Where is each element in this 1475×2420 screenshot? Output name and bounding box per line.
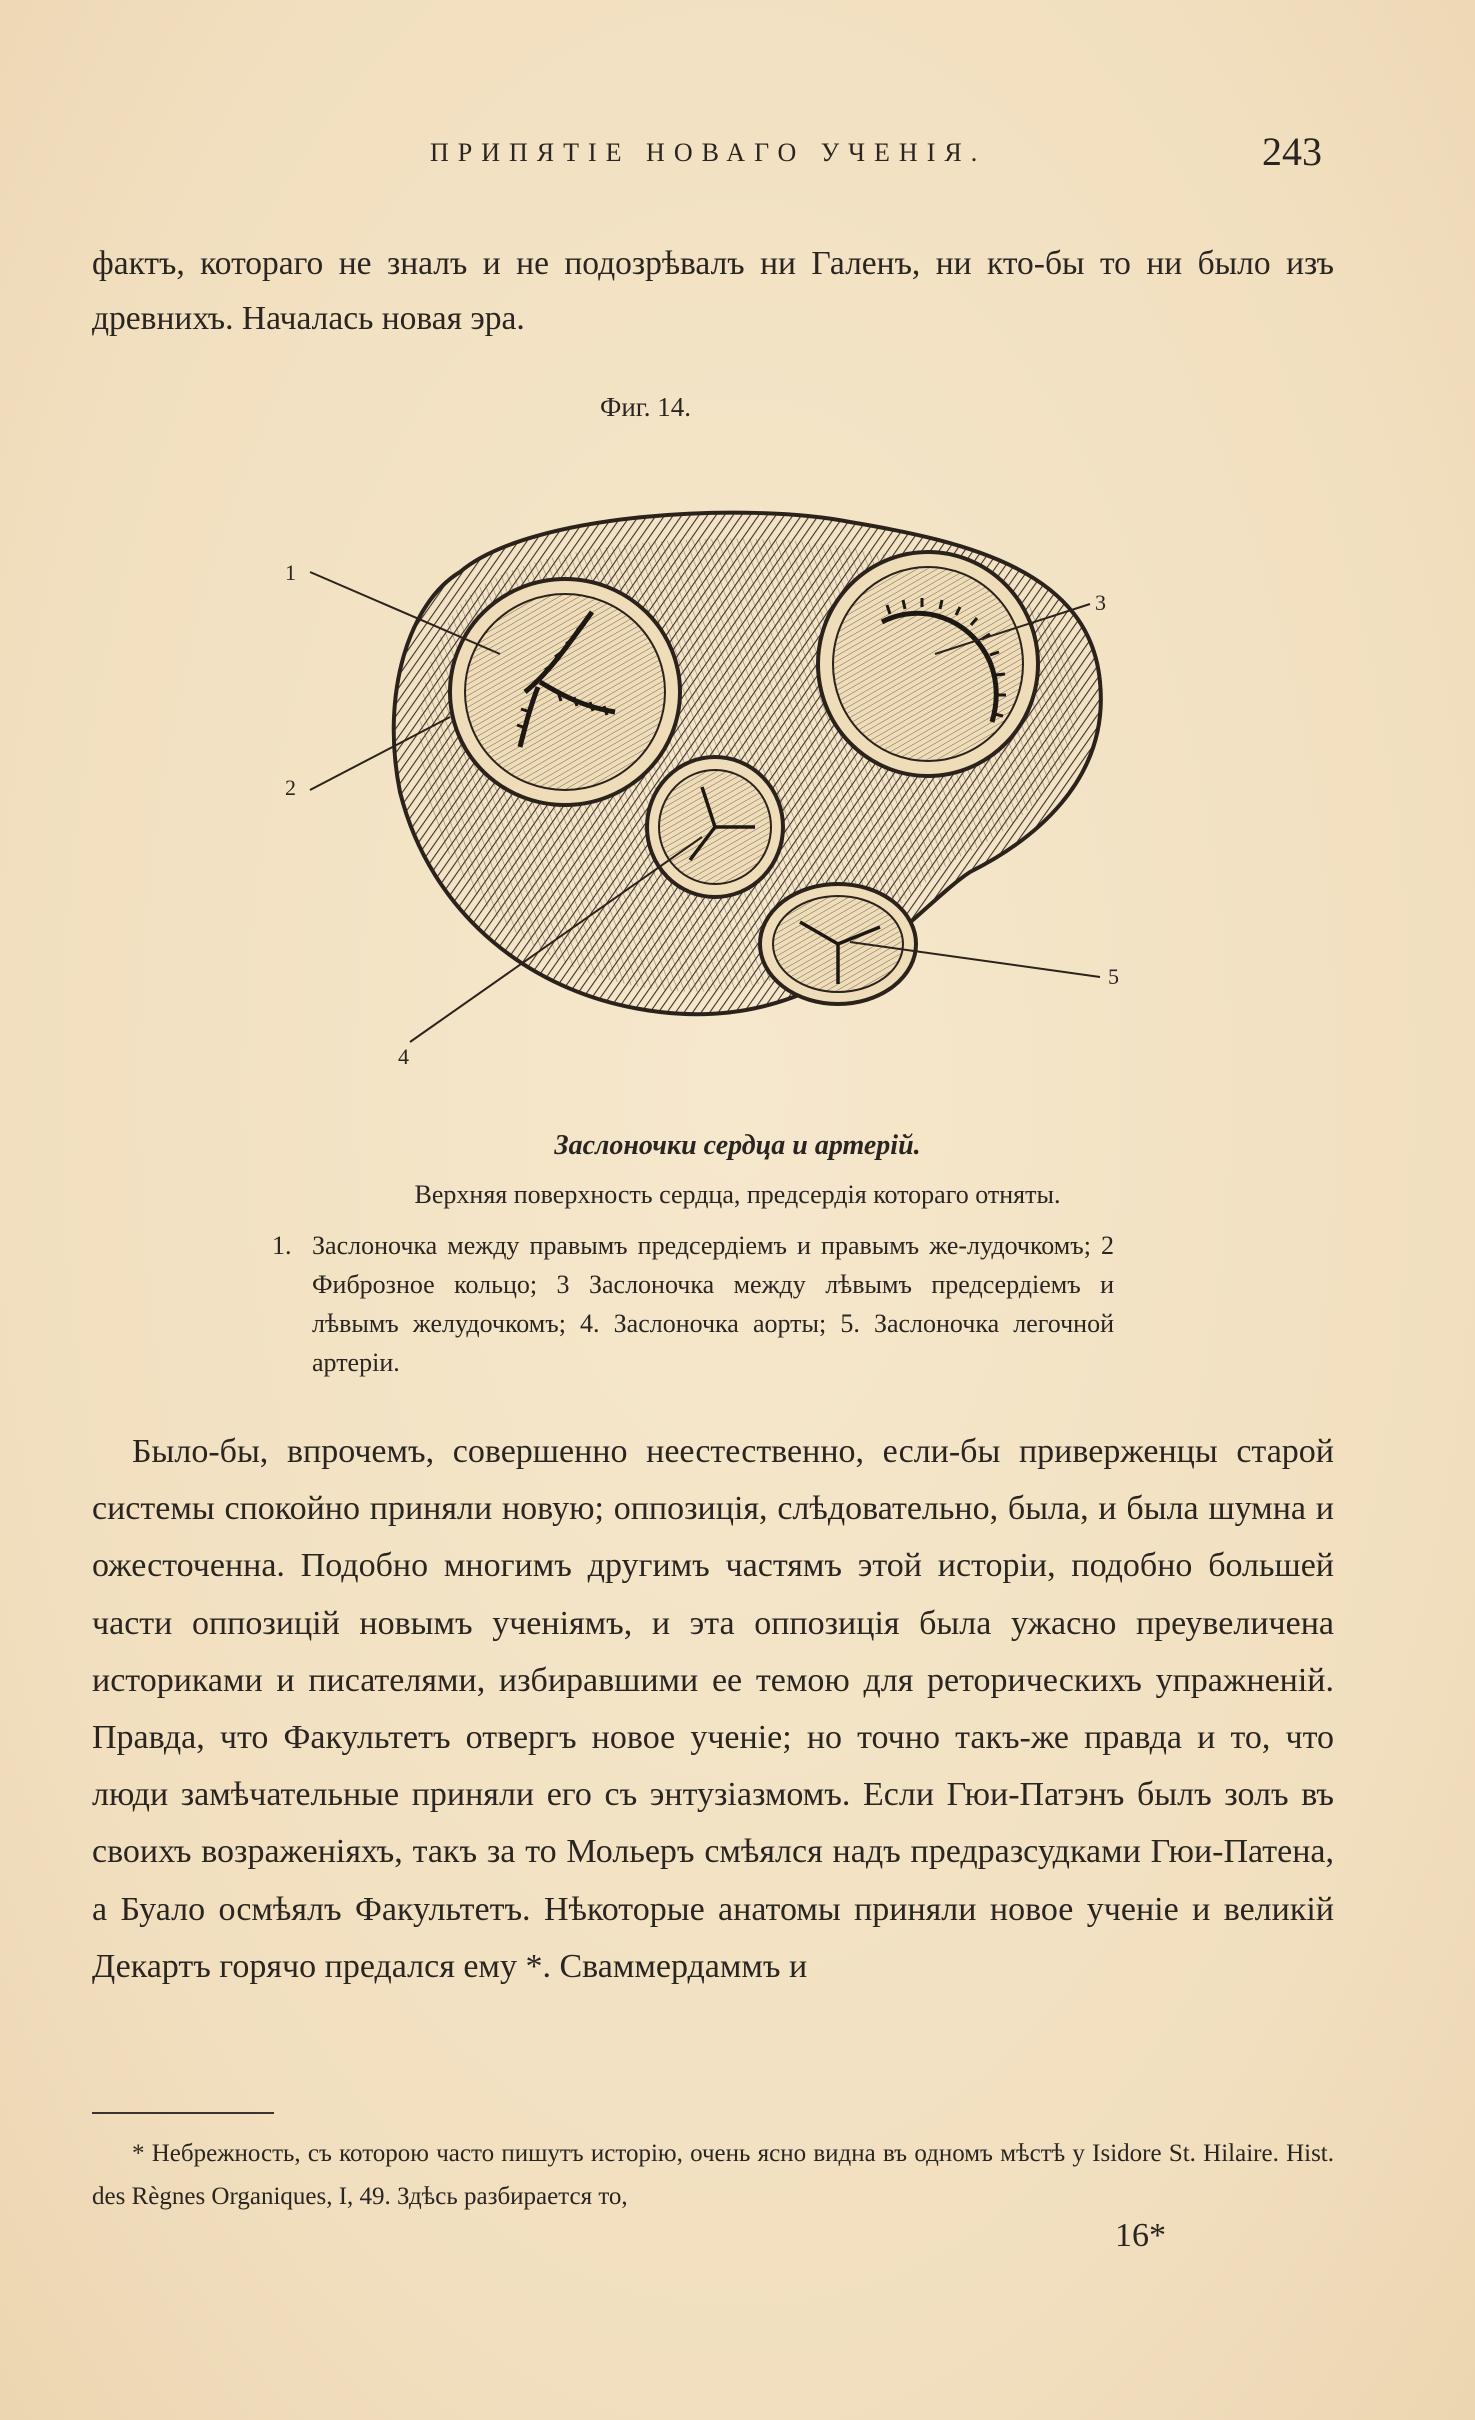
- legend-text: Заслоночка между правымъ предсердіемъ и правымъ же-лудочкомъ; 2 Фиброзное кольцо; 3 Заслоночка между лѣвымъ предсердіемъ и лѣвымъ желудочкомъ; 4. Заслоночка аорты; 5. Заслоночка легочной артеріи.: [312, 1231, 1114, 1377]
- figure-caption-title: Заслоночки сердца и артерій.: [554, 1130, 921, 1161]
- legend-number: 1.: [272, 1231, 292, 1260]
- footnote: [92, 2132, 1334, 2218]
- running-header: [0, 128, 1475, 188]
- figure-caption-subtitle: Верхняя поверхность сердца, предсердія котораго отняты.: [414, 1180, 1061, 1209]
- callout-1: 1: [285, 560, 296, 585]
- callout-2: 2: [285, 775, 296, 800]
- heart-valves-figure: [285, 492, 1150, 1082]
- main-paragraph-text: Было-бы, впрочемъ, совершенно неестественно, если-бы приверженцы старой системы спокойно приняли новую; оппозиція, слѣдовательно, была, и была шумна и ожесточенна. Подобно многимъ другимъ частямъ этой исторіи, подобно большей части оппозицій новымъ ученіямъ, и эта оппозиція была ужасно преувеличена историками и писателями, избиравшими ее темою для реторическихъ упражненій. Правда, что Факультетъ отвергъ новое ученіе; но точно такъ-же правда и то, что люди замѣчательные приняли его съ энтузіазмомъ. Если Гюи-Патэнъ былъ золъ въ своихъ возраженіяхъ, такъ за то Мольеръ смѣялся надъ предразсудками Гюи-Патена, а Буало осмѣялъ Факультетъ. Нѣкоторые анатомы приняли новое ученіе и великій Декартъ горячо предался ему *. Сваммердаммъ и: [92, 1433, 1334, 1985]
- figure-legend: [272, 1226, 1114, 1382]
- top-paragraph: фактъ, котораго не зналъ и не подозрѣвалъ ни Галенъ, ни кто-бы то ни было изъ древнихъ. Началась новая эра.: [92, 245, 1334, 337]
- footnote-rule: [92, 2112, 274, 2114]
- main-paragraph: [92, 1423, 1334, 1995]
- footnote-text: * Небрежность, съ которою часто пишутъ исторію, очень ясно видна въ одномъ мѣстѣ у Isidore St. Hilaire. Hist. des Règnes Organiques, I, 49. Здѣсь разбирается то,: [92, 2140, 1334, 2210]
- callout-4: 4: [398, 1044, 409, 1069]
- signature-mark: 16*: [1115, 2217, 1166, 2254]
- running-title: ПРИПЯТІЕ НОВАГО УЧЕНІЯ.: [430, 138, 987, 167]
- callout-3: 3: [1095, 590, 1106, 615]
- heart-valves-engraving: [285, 492, 1150, 1082]
- page-number: 243: [1262, 129, 1322, 174]
- figure-label: Фиг. 14.: [600, 392, 692, 422]
- callout-5: 5: [1108, 964, 1119, 989]
